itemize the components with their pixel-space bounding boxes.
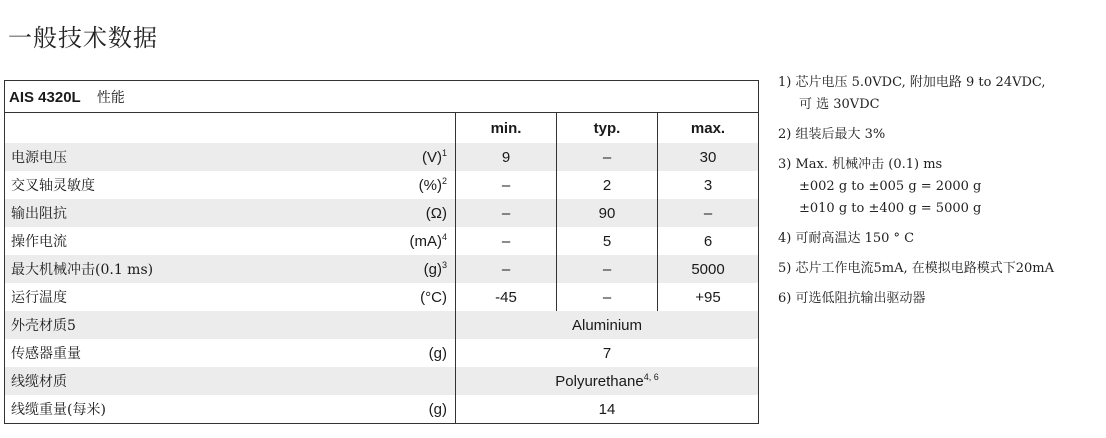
table-row — [5, 283, 759, 311]
empty-header-cell — [5, 113, 378, 144]
footnote-ref: 1 — [441, 147, 447, 158]
col-min-header: min. — [456, 113, 557, 144]
param-name: 电源电压 — [5, 143, 378, 171]
value-text: 7 — [602, 344, 612, 362]
empty-unit-header-cell — [377, 113, 456, 144]
typ-value: – — [557, 143, 658, 171]
table-row — [5, 143, 759, 171]
typ-value: 90 — [557, 199, 658, 227]
param-unit: (g) — [428, 344, 447, 362]
min-value: -45 — [456, 283, 557, 311]
param-unit: (g) — [428, 400, 447, 418]
max-value: 30 — [658, 143, 759, 171]
footnote-item — [778, 288, 1103, 310]
min-value: – — [456, 227, 557, 255]
table-row — [5, 171, 759, 199]
merged-value — [456, 339, 759, 367]
unit-text: (%) — [418, 176, 442, 194]
param-name: 传感器重量 — [11, 346, 81, 362]
value-text: Polyurethane — [555, 372, 644, 390]
typ-value: 2 — [557, 171, 658, 199]
max-value: +95 — [658, 283, 759, 311]
merged-value — [456, 367, 759, 395]
footnote-subline: ±010 g to ±400 g = 5000 g — [799, 201, 982, 216]
footnote-text: 5) 芯片工作电流5mA, 在模拟电路模式下20mA — [778, 261, 1054, 276]
col-typ-header: typ. — [557, 113, 658, 144]
param-unit — [377, 199, 456, 227]
footnote-text: 1) 芯片电压 5.0VDC, 附加电路 9 to 24VDC, — [778, 75, 1046, 90]
unit-text: (Ω) — [425, 204, 447, 222]
footnote-item — [778, 154, 1103, 220]
param-name: 线缆重量(每米) — [11, 402, 106, 418]
typ-value: – — [557, 283, 658, 311]
value-text: 14 — [598, 400, 616, 418]
table-row — [5, 255, 759, 283]
header-label: 性能 — [96, 89, 125, 106]
max-value: 5000 — [658, 255, 759, 283]
value-text: Aluminium — [571, 316, 643, 334]
min-value: – — [456, 171, 557, 199]
footnote-text: 2) 组装后最大 3% — [778, 127, 886, 142]
footnote-ref: 4 — [441, 231, 447, 242]
footnote-ref: 4, 6 — [643, 371, 659, 382]
param-unit — [377, 143, 456, 171]
spec-table — [4, 80, 759, 424]
footnote-subline: 可 选 30VDC — [799, 97, 880, 112]
footnote-text: 4) 可耐高温达 150 ° C — [778, 231, 915, 246]
min-value: – — [456, 199, 557, 227]
merged-value — [456, 311, 759, 339]
max-value: – — [658, 199, 759, 227]
col-max-header: max. — [658, 113, 759, 144]
table-header-row — [5, 81, 759, 113]
footnote-text: 6) 可选低阻抗输出驱动器 — [778, 291, 926, 306]
param-name: 线缆材质 — [5, 367, 378, 395]
param-name: 操作电流 — [11, 234, 67, 250]
footnote-item — [778, 124, 1103, 146]
footnote-item — [778, 258, 1103, 280]
typ-value: – — [557, 255, 658, 283]
model-name: AIS 4320L — [9, 88, 81, 106]
param-name: 最大机械冲击(0.1 ms) — [5, 255, 378, 283]
footnote-item — [778, 72, 1103, 116]
param-unit — [377, 367, 456, 395]
footnote-ref: 3 — [441, 259, 447, 270]
param-name: 运行温度 — [11, 290, 67, 306]
table-row — [5, 367, 759, 395]
max-value: 3 — [658, 171, 759, 199]
table-row — [5, 339, 759, 367]
param-name: 输出阻抗 — [5, 199, 378, 227]
table-header-cell — [5, 81, 759, 113]
unit-text: (mA) — [409, 232, 442, 250]
table-row — [5, 199, 759, 227]
footnote-ref: 2 — [441, 175, 447, 186]
table-row — [5, 311, 759, 339]
table-row — [5, 227, 759, 255]
param-name: 外壳材质5 — [5, 311, 378, 339]
unit-text: (g) — [423, 260, 442, 278]
max-value: 6 — [658, 227, 759, 255]
footnote-item — [778, 228, 1103, 250]
footnotes — [778, 72, 1103, 318]
merged-value — [456, 395, 759, 424]
param-unit — [377, 311, 456, 339]
column-header-row — [5, 113, 759, 144]
param-unit — [377, 227, 456, 255]
unit-text: (°C) — [420, 288, 447, 306]
param-name: 交叉轴灵敏度 — [11, 178, 95, 194]
param-unit — [377, 255, 456, 283]
min-value: – — [456, 255, 557, 283]
footnote-subline: ±002 g to ±005 g = 2000 g — [799, 179, 982, 194]
typ-value: 5 — [557, 227, 658, 255]
table-row — [5, 395, 759, 424]
param-unit — [377, 283, 456, 311]
page-title: 一般技术数据 — [8, 24, 158, 52]
min-value: 9 — [456, 143, 557, 171]
unit-text: (V) — [421, 148, 442, 166]
footnote-text: 3) Max. 机械冲击 (0.1) ms — [778, 157, 943, 172]
param-unit — [377, 171, 456, 199]
